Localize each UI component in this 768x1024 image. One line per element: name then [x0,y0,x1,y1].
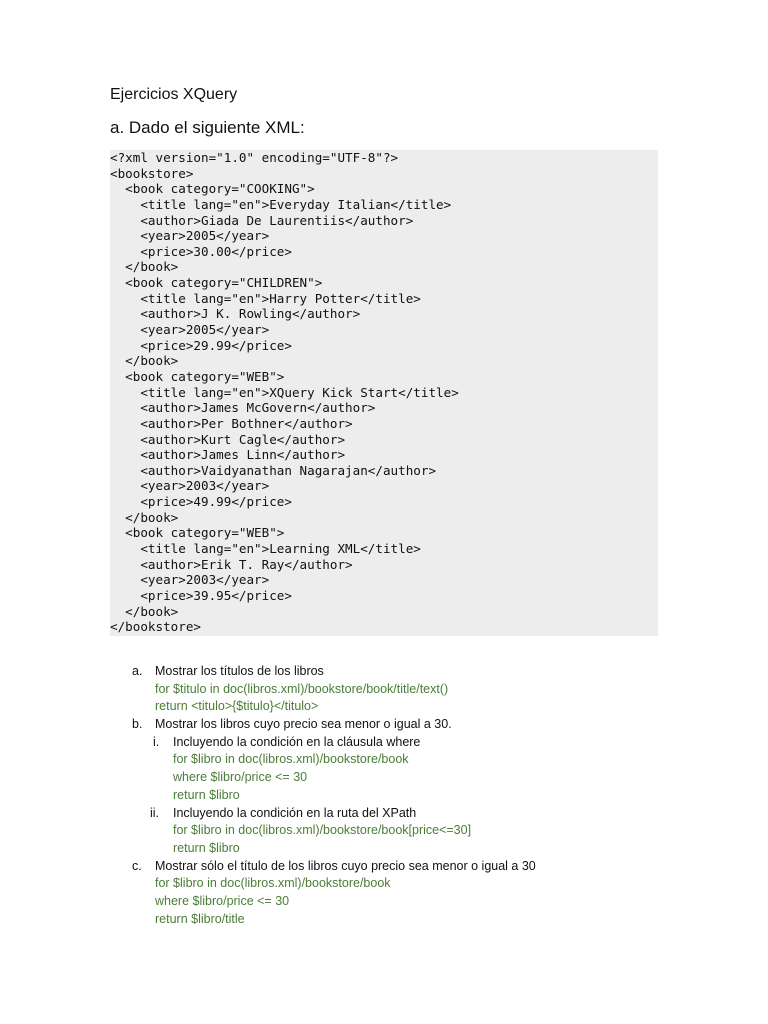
xml-code-line: <book category="CHILDREN"> [110,275,323,291]
exercise-b-i [110,734,670,752]
xml-code-line: </book> [110,353,179,369]
sub-marker: i. [153,734,160,749]
xml-code-line: <?xml version="1.0" encoding="UTF-8"?> [110,150,399,165]
xml-code-line: <author>Erik T. Ray</author> [110,556,353,572]
xml-code-line: <author>Giada De Laurentiis</author> [110,212,414,228]
code-line: for $libro in doc(libros.xml)/bookstore/book [155,876,391,891]
exercise-list [110,663,670,928]
xml-code-line: <year>2003</year> [110,478,270,494]
xml-code-line: <price>29.99</price> [110,337,292,353]
exercise-marker: a. [132,664,143,678]
xml-code-line: <author>Vaidyanathan Nagarajan</author> [110,462,437,478]
xml-code-line: <title lang="en">Learning XML</title> [110,541,421,557]
xml-code-line: <title lang="en">XQuery Kick Start</title> [110,384,459,400]
code-line: for $titulo in doc(libros.xml)/bookstore/book/title/text() [155,681,449,696]
code-line: for $libro in doc(libros.xml)/bookstore/book [173,752,409,767]
xml-code-line: <book category="WEB"> [110,368,285,384]
code-line: for $libro in doc(libros.xml)/bookstore/book[price<=30] [173,823,472,838]
section-heading: a. Dado el siguiente XML: [110,118,305,137]
xml-code-line: </book> [110,509,179,525]
xml-code-line: <book category="COOKING"> [110,181,315,197]
code-line: return $libro [173,840,240,855]
code-line: return $libro [173,787,240,802]
xml-code-line: <author>Kurt Cagle</author> [110,431,346,447]
xml-code-line: <price>39.95</price> [110,587,292,603]
xml-code-line: <bookstore> [110,165,194,181]
xml-code-line: <year>2005</year> [110,228,270,244]
exercise-text: Mostrar los títulos de los libros [155,664,324,678]
document-title: Ejercicios XQuery [110,86,238,103]
xml-code-line: <year>2003</year> [110,572,270,588]
code-line: where $libro/price <= 30 [155,893,290,908]
xml-code-line: <author>J K. Rowling</author> [110,306,361,322]
exercise-text: Mostrar sólo el título de los libros cuyo precio sea menor o igual a 30 [155,858,536,873]
xml-code-line: <author>James Linn</author> [110,447,346,463]
exercise-marker: b. [132,717,143,732]
xml-code-block [110,150,658,636]
xml-code-line: <year>2005</year> [110,322,270,338]
sub-text: Incluyendo la condición en la ruta del XPath [173,805,417,820]
exercise-b [110,716,670,734]
exercise-a [110,663,670,681]
xml-code-line: <author>James McGovern</author> [110,400,376,416]
code-line: where $libro/price <= 30 [173,770,308,785]
xml-code-line: <book category="WEB"> [110,525,285,541]
xml-code-line: </book> [110,259,179,275]
exercise-marker: c. [132,858,142,873]
sub-marker: ii. [150,805,160,820]
xml-code-line: <price>49.99</price> [110,494,292,510]
xml-code-line: <author>Per Bothner</author> [110,415,353,431]
xml-code-line: <price>30.00</price> [110,243,292,259]
xml-code-line: <title lang="en">Everyday Italian</title> [110,196,452,212]
xml-code-line: </book> [110,603,179,619]
exercise-text: Mostrar los libros cuyo precio sea menor o igual a 30. [155,717,452,732]
xml-code-line: </bookstore> [110,619,201,635]
xml-code-line: <title lang="en">Harry Potter</title> [110,290,421,306]
code-line: return $libro/title [155,911,245,926]
sub-text: Incluyendo la condición en la cláusula where [173,734,421,749]
exercise-c [110,858,670,876]
exercise-b-ii [110,805,670,823]
code-line: return <titulo>{$titulo}</titulo> [155,699,319,714]
